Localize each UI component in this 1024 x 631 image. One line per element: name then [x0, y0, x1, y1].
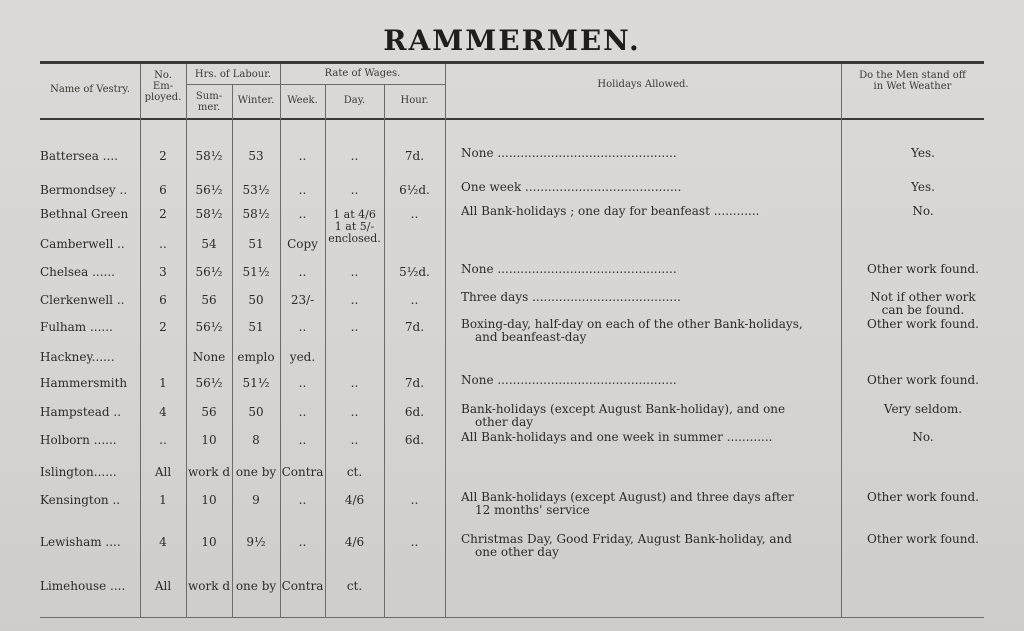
vestry-name: Limehouse ....	[40, 579, 126, 593]
cell-week: ..	[298, 433, 307, 447]
cell-summer: 56	[201, 293, 217, 307]
cell-hour: 7d.	[404, 149, 425, 163]
cell-hour: 5½d.	[399, 265, 430, 279]
holidays-text: None ...............................................	[461, 263, 677, 276]
header-employed-line: ployed.	[144, 92, 182, 103]
cell-employed: ..	[159, 237, 167, 251]
cell-winter: 51½	[242, 376, 270, 390]
cell-hour: ..	[410, 293, 419, 307]
holidays-text: All Bank-holidays ; one day for beanfeast ............	[461, 205, 760, 218]
cell-winter: 53½	[242, 183, 270, 197]
header-winter: Winter.	[237, 95, 275, 106]
cell-week: ..	[298, 376, 307, 390]
holidays-text: 12 months' service	[475, 504, 590, 517]
holidays-text: None ...............................................	[461, 374, 677, 387]
header-holidays-allowed: Holidays Allowed.	[597, 79, 689, 90]
holidays-text: Christmas Day, Good Friday, August Bank-holiday, and	[461, 533, 792, 546]
cell-hour: 7d.	[404, 376, 425, 390]
cell-employed: All	[154, 465, 172, 479]
stand-off-text: Yes.	[911, 180, 935, 194]
header-summer	[186, 91, 232, 113]
stand-off-text: Other work found.	[867, 262, 979, 276]
holidays-text: One week .........................................	[461, 181, 682, 194]
vestry-name: Lewisham ....	[40, 535, 121, 549]
cell-summer: 54	[201, 237, 217, 251]
stand-off-text: Yes.	[911, 146, 935, 160]
header-stand-off-line: Do the Men stand off	[859, 70, 966, 81]
table-bottom-rule	[40, 617, 984, 618]
cell-winter: emplo	[237, 350, 275, 364]
cell-week: Copy	[287, 237, 318, 251]
cell-day: ..	[350, 433, 359, 447]
cell-summer: 56½	[195, 376, 223, 390]
cell-week: ..	[298, 265, 307, 279]
cell-day: ..	[350, 265, 359, 279]
vestry-name: Hampstead ..	[40, 405, 122, 419]
vestry-name: Bethnal Green	[40, 207, 129, 221]
cell-winter: 50	[248, 405, 264, 419]
cell-day: ..	[350, 376, 359, 390]
cell-summer: 10	[201, 433, 217, 447]
stand-off-text: Other work found.	[867, 373, 979, 387]
vestry-name: Chelsea ......	[40, 265, 115, 279]
cell-day: 1 at 5/-	[334, 220, 375, 233]
cell-summer: 58½	[195, 207, 223, 221]
cell-summer: 10	[201, 535, 217, 549]
header-week: Week.	[287, 95, 318, 106]
cell-hour: 7d.	[404, 320, 425, 334]
cell-week: Contra	[281, 579, 324, 593]
cell-summer: work d	[188, 465, 230, 479]
cell-day: ct.	[346, 465, 363, 479]
holidays-text: Three days .......................................	[461, 291, 681, 304]
cell-winter: 8	[252, 433, 260, 447]
cell-hour: ..	[410, 493, 419, 507]
cell-week: Contra	[281, 465, 324, 479]
cell-week: ..	[298, 149, 307, 163]
vestry-name: Battersea ....	[40, 149, 118, 163]
cell-employed: 2	[159, 149, 167, 163]
cell-day: ..	[350, 149, 359, 163]
stand-off-text: Very seldom.	[883, 402, 963, 416]
holidays-text: Boxing-day, half-day on each of the other Bank-holidays,	[461, 318, 803, 331]
header-day: Day.	[343, 95, 366, 106]
vestry-name: Fulham ......	[40, 320, 113, 334]
cell-winter: 51	[248, 320, 264, 334]
cell-summer: 56	[201, 405, 217, 419]
cell-summer: 56½	[195, 183, 223, 197]
cell-winter: 53	[248, 149, 264, 163]
header-name-of-vestry: Name of Vestry.	[50, 84, 130, 95]
cell-employed: 2	[159, 320, 167, 334]
header-employed-line: No.	[154, 70, 172, 81]
stand-off-text: No.	[912, 430, 934, 444]
header-summer-line: Sum-	[195, 91, 223, 102]
cell-day: ..	[350, 320, 359, 334]
col-divider	[140, 64, 141, 617]
cell-hour: ..	[410, 207, 419, 221]
cell-employed: ..	[159, 433, 167, 447]
vestry-name: Clerkenwell ..	[40, 293, 125, 307]
header-employed	[140, 70, 186, 103]
cell-hour: 6d.	[404, 433, 425, 447]
header-hour: Hour.	[400, 95, 429, 106]
cell-day: 4/6	[344, 535, 365, 549]
cell-summer: None	[192, 350, 226, 364]
cell-winter: 50	[248, 293, 264, 307]
holidays-text: All Bank-holidays (except August) and three days after	[461, 491, 794, 504]
cell-day: ..	[350, 293, 359, 307]
header-employed-line: Em-	[152, 81, 174, 92]
cell-week: ..	[298, 405, 307, 419]
cell-winter: 51½	[242, 265, 270, 279]
vestry-name: Islington......	[40, 465, 117, 479]
cell-employed: 1	[159, 376, 167, 390]
cell-summer: 58½	[195, 149, 223, 163]
vestry-name: Kensington ..	[40, 493, 121, 507]
cell-summer: 10	[201, 493, 217, 507]
cell-day: ct.	[346, 579, 363, 593]
cell-summer: work d	[188, 579, 230, 593]
holidays-text: other day	[475, 416, 534, 429]
cell-week: 23/-	[290, 293, 315, 307]
cell-day: 4/6	[344, 493, 365, 507]
col-divider	[186, 64, 187, 617]
wages-subheader-rule	[280, 84, 445, 85]
cell-week: ..	[298, 183, 307, 197]
cell-winter: 9	[252, 493, 260, 507]
header-summer-line: mer.	[197, 102, 221, 113]
cell-day: ..	[350, 405, 359, 419]
cell-hour: ..	[410, 535, 419, 549]
header-stand-off	[841, 70, 984, 92]
cell-hour: 6½d.	[399, 183, 430, 197]
cell-hour: 6d.	[404, 405, 425, 419]
cell-winter: one by	[235, 465, 277, 479]
cell-winter: 51	[248, 237, 264, 251]
stand-off-text: Other work found.	[867, 317, 979, 331]
vestry-name: Holborn ......	[40, 433, 117, 447]
stand-off-text: No.	[912, 204, 934, 218]
cell-employed: 4	[159, 405, 167, 419]
cell-week: ..	[298, 320, 307, 334]
cell-summer: 56½	[195, 320, 223, 334]
cell-week: ..	[298, 207, 307, 221]
cell-day: enclosed.	[328, 232, 381, 245]
holidays-text: All Bank-holidays and one week in summer ............	[461, 431, 773, 444]
cell-employed: All	[154, 579, 172, 593]
hours-subheader-rule	[186, 84, 280, 85]
cell-employed: 6	[159, 183, 167, 197]
col-divider	[445, 64, 446, 617]
cell-day: ..	[350, 183, 359, 197]
cell-employed: 3	[159, 265, 167, 279]
cell-week: ..	[298, 493, 307, 507]
holidays-text: one other day	[475, 546, 559, 559]
page-title: RAMMERMEN.	[383, 24, 641, 57]
cell-employed: 4	[159, 535, 167, 549]
header-bottom-rule	[40, 118, 984, 120]
stand-off-text: Other work found.	[867, 532, 979, 546]
header-rate-of-wages: Rate of Wages.	[324, 68, 401, 79]
cell-winter: 58½	[242, 207, 270, 221]
vestry-name: Bermondsey ..	[40, 183, 128, 197]
header-top-rule	[40, 61, 984, 64]
cell-employed: 6	[159, 293, 167, 307]
holidays-text: and beanfeast-day	[475, 331, 587, 344]
holidays-text: None ...............................................	[461, 147, 677, 160]
vestry-name: Camberwell ..	[40, 237, 125, 251]
cell-week: ..	[298, 535, 307, 549]
cell-winter: one by	[235, 579, 277, 593]
cell-employed: 2	[159, 207, 167, 221]
col-divider	[841, 64, 842, 617]
vestry-name: Hackney......	[40, 350, 115, 364]
cell-week: yed.	[289, 350, 316, 364]
cell-summer: 56½	[195, 265, 223, 279]
header-hours-of-labour: Hrs. of Labour.	[194, 69, 272, 80]
vestry-name: Hammersmith	[40, 376, 128, 390]
stand-off-text: Other work found.	[867, 490, 979, 504]
header-stand-off-line: in Wet Weather	[873, 81, 952, 92]
cell-day: 1 at 4/6	[333, 208, 376, 221]
stand-off-text: Not if other work	[870, 290, 976, 304]
col-divider	[280, 64, 281, 617]
holidays-text: Bank-holidays (except August Bank-holiday), and one	[461, 403, 786, 416]
stand-off-text: can be found.	[881, 303, 965, 317]
cell-employed: 1	[159, 493, 167, 507]
cell-winter: 9½	[246, 535, 266, 549]
